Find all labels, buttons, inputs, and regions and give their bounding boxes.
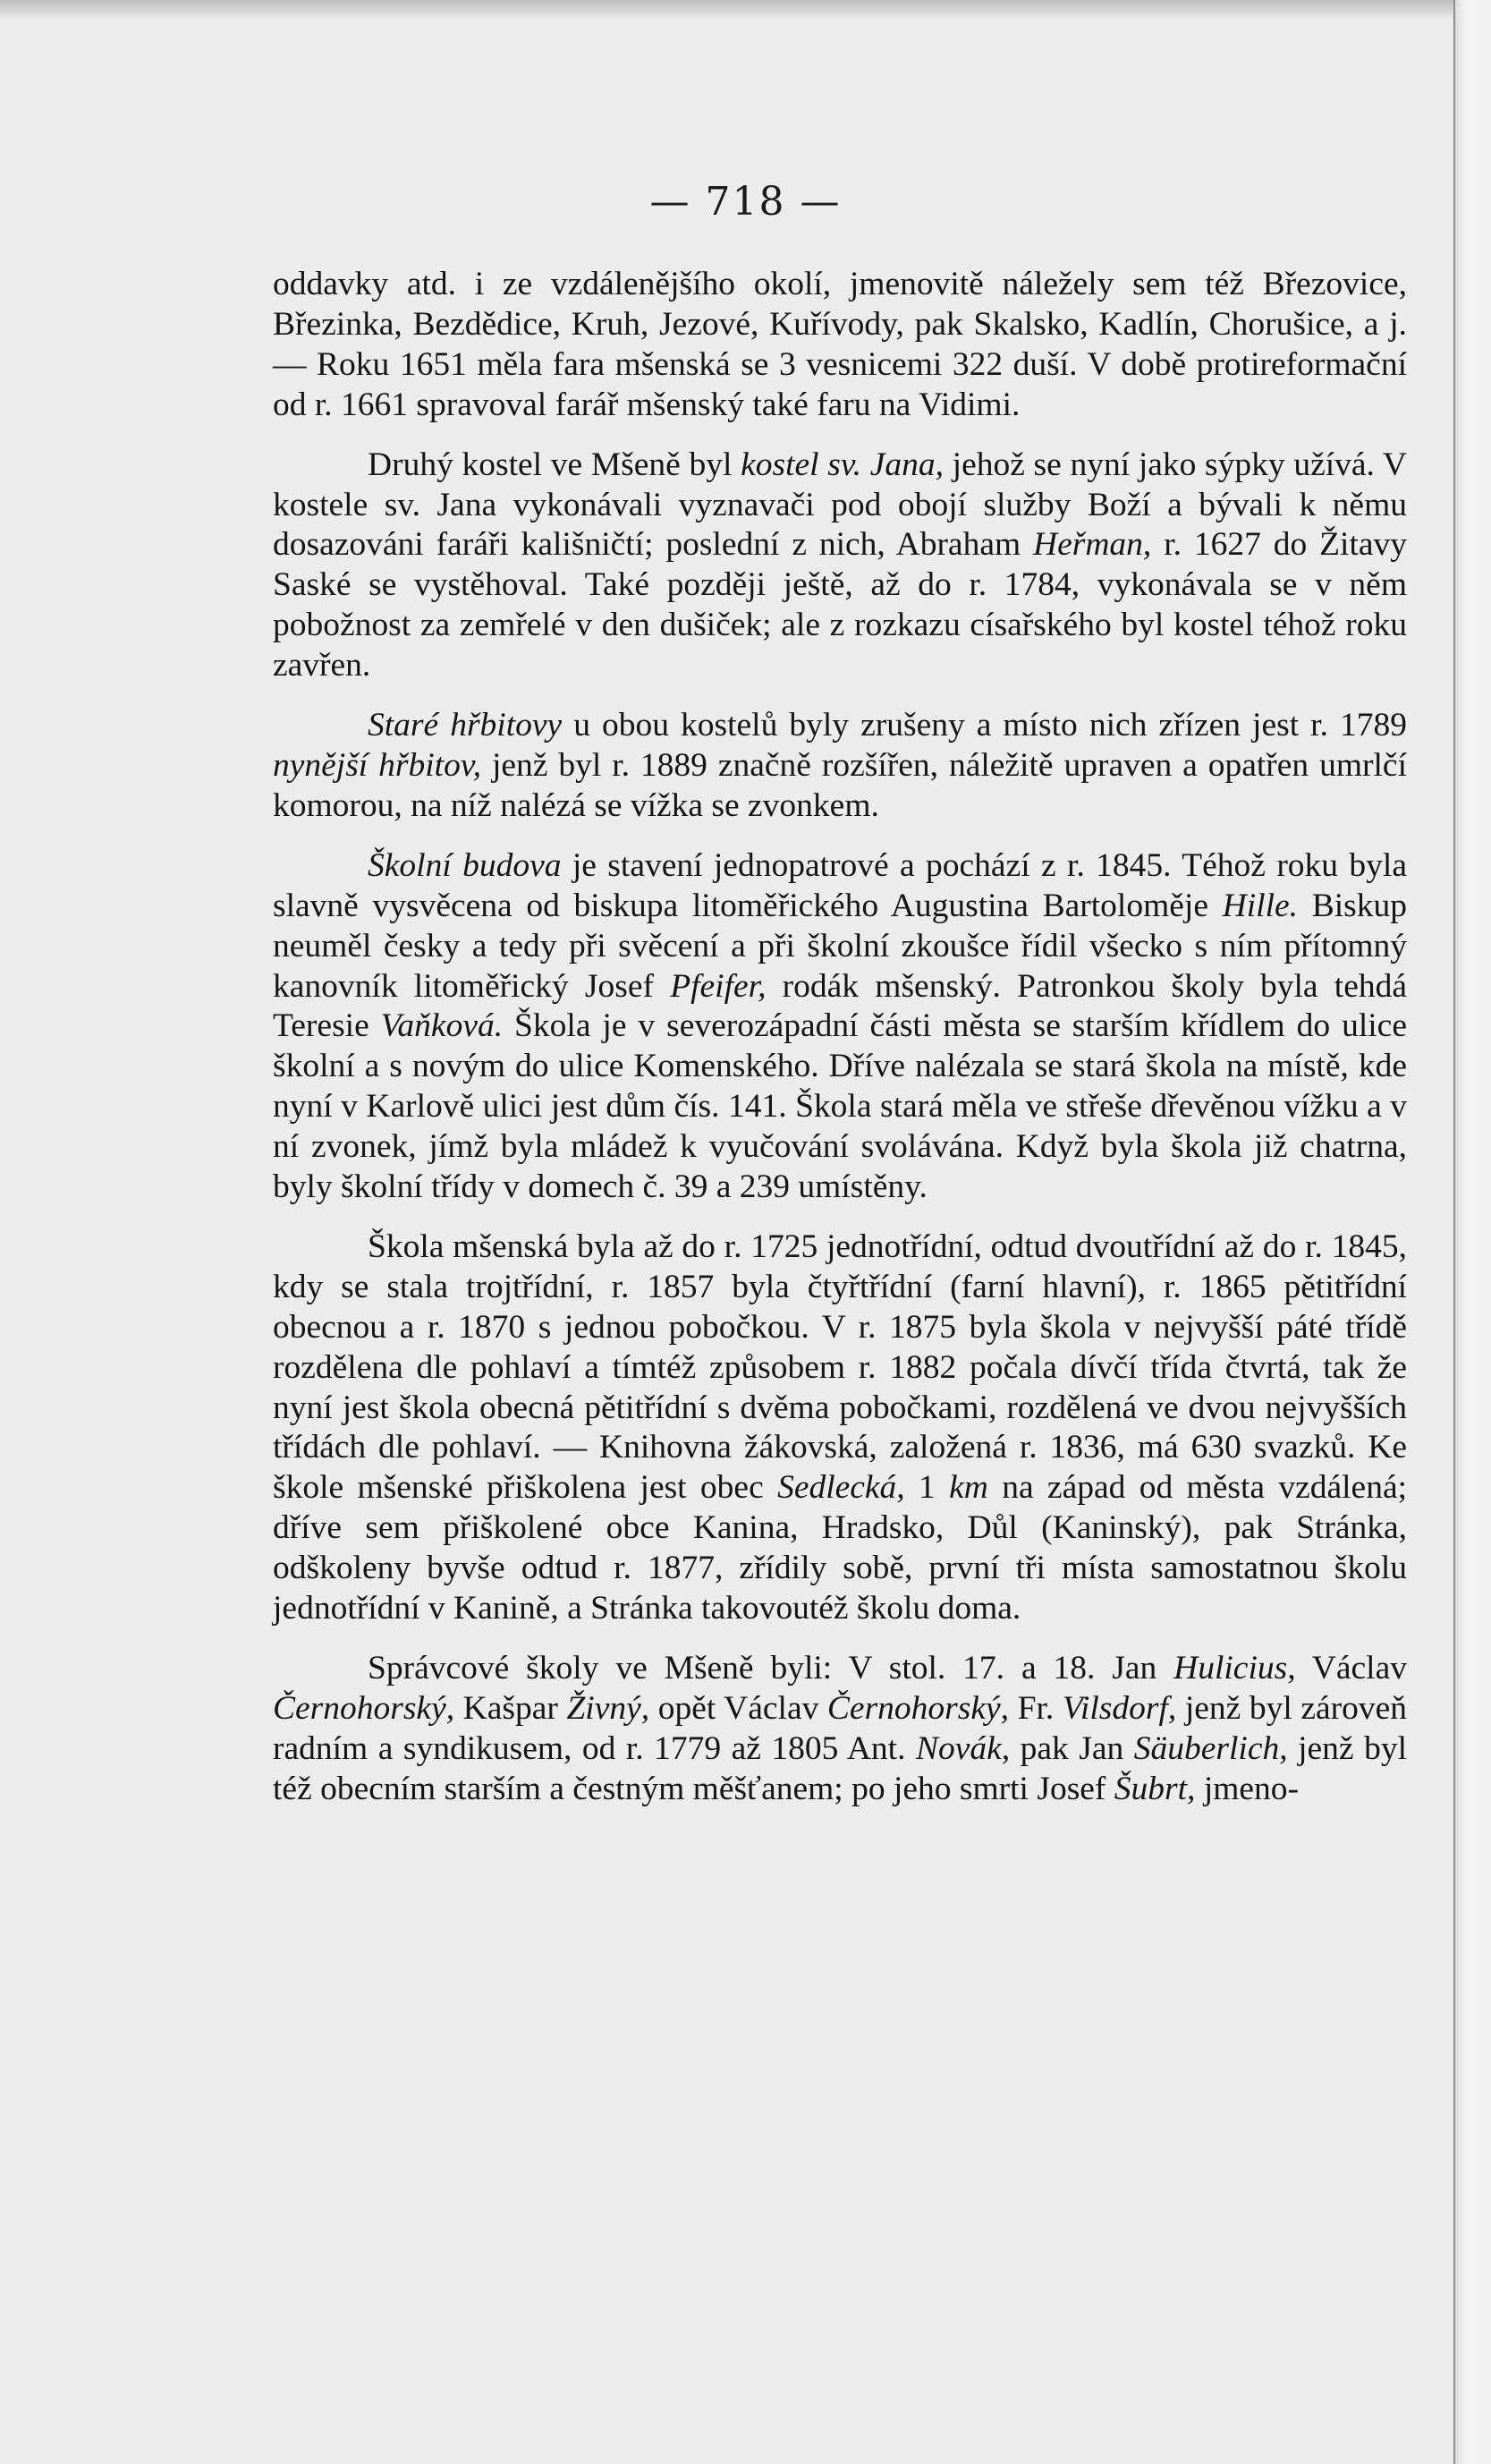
emphasized-text: Novák, (915, 1729, 1011, 1767)
body-text (273, 265, 1407, 1830)
text-run: jenž byl zároveň radním a syndikusem, od r. 1779 až 1805 Ant. (273, 1689, 1408, 1767)
text-run: Václav (1295, 1650, 1407, 1687)
emphasized-text: Heřman, (1033, 526, 1152, 564)
emphasized-text: Černohorský, (273, 1689, 455, 1727)
text-run: jenž byl r. 1889 značně rozšířen, náležitě upraven a opatřen umrlčí komorou, na níž nalézá se vížka se zvonkem. (273, 746, 1407, 824)
text-run: pak Jan (1010, 1729, 1134, 1767)
emphasized-text: Vilsdorf, (1062, 1689, 1177, 1727)
emphasized-text: Černohorský, (826, 1689, 1010, 1727)
text-run: rodák mšenský. Patronkou školy byla tehdá Teresie (273, 967, 1407, 1045)
text-run: 1 (904, 1469, 950, 1507)
page-top-shadow (0, 0, 1491, 20)
emphasized-text: km (949, 1469, 988, 1507)
emphasized-text: Hille. (1222, 887, 1299, 924)
emphasized-text: Staré hřbitovy (368, 707, 563, 744)
text-run: na západ od města vzdálená; dříve sem přiškolené obce Kanina, Hradsko, Důl (Kaninský), pak Stránka, odškoleny byvše odtud r. 1877, zřídily sobě, první tři místa samostatnou školu jednotřídní v Kanině, a Stránka takovoutéž školu doma. (273, 1469, 1408, 1627)
text-run: jehož se nyní jako sýpky užívá. V kostele sv. Jana vykonávali vyznavači pod obojí služby Boží a bývali k němu dosazováni faráři kališničtí; poslední z nich, Abraham (273, 446, 1407, 564)
page-number: — 718 — (649, 179, 842, 225)
text-run: Druhý kostel ve Mšeně byl (368, 446, 741, 483)
text-run: je stavení jednopatrové a pochází z r. 1845. Téhož roku byla slavně vysvěcena od biskupa litoměřického Augustina Bartoloměje (273, 846, 1407, 924)
emphasized-text: Živný, (566, 1689, 650, 1727)
text-run: Biskup neuměl česky a tedy při svěcení a při školní zkoušce řídil všecko s ním přítomný kanovník litoměřický Josef (273, 887, 1407, 1005)
text-run: Škola je v severozápadní části města se starším křídlem do ulice školní a s novým do ulice Komenského. Dříve nalézala se stará škola na místě, kde nyní v Karlově ulici jest dům čís. 141. Škola stará měla ve střeše dřevěnou vížku a v ní zvonek, jímž byla mládež k vyučování svolávána. Když byla škola již chatrna, byly školní třídy v domech č. 39 a 239 umístěny. (273, 1007, 1407, 1206)
emphasized-text: Säuberlich, (1133, 1729, 1288, 1767)
text-run: jenž byl též obecním starším a čestným měšťanem; po jeho smrti Josef (273, 1729, 1407, 1807)
text-run: Škola mšenská byla až do r. 1725 jednotřídní, odtud dvoutřídní až do r. 1845, kdy se stala trojtřídní, r. 1857 byla čtyřtřídní (farní hlavní), r. 1865 pětitřídní obecnou a r. 1870 s jednou pobočkou. V r. 1875 byla škola v nejvyšší páté třídě rozdělena dle pohlaví a tímtéž způsobem r. 1882 počala dívčí třída čtvrtá, tak že nyní jest škola obecná pětitřídní s dvěma pobočkami, rozdělená ve dvou nejvyšších třídách dle pohlaví. — Knihovna žákovská, založená r. 1836, má 630 svazků. Ke škole mšenské přiškolena jest obec (273, 1228, 1407, 1507)
text-run: Správcové školy ve Mšeně byli: V stol. 17. a 18. Jan (368, 1650, 1174, 1687)
text-run: u obou kostelů byly zrušeny a místo nich zřízen jest r. 1789 (562, 707, 1407, 744)
emphasized-text: kostel sv. Jana, (741, 446, 944, 483)
emphasized-text: Šubrt, (1114, 1770, 1196, 1807)
emphasized-text: Sedlecká, (777, 1469, 905, 1507)
text-run: Kašpar (454, 1689, 567, 1727)
paragraph (273, 846, 1407, 1208)
emphasized-text: Pfeifer, (670, 967, 767, 1005)
paragraph (273, 1649, 1407, 1810)
paragraph (273, 446, 1407, 686)
text-run: Fr. (1009, 1689, 1063, 1727)
emphasized-text: Vaňková. (380, 1007, 504, 1045)
text-run: jmeno- (1195, 1770, 1300, 1807)
paragraph (273, 706, 1407, 827)
emphasized-text: nynější hřbitov, (273, 746, 482, 784)
page-right-edge (1453, 0, 1491, 2464)
paragraph (273, 1228, 1407, 1629)
emphasized-text: Školní budova (368, 846, 562, 884)
emphasized-text: Hulicius, (1173, 1650, 1296, 1687)
text-run: r. 1627 do Žitavy Saské se vystěhoval. Také později ještě, až do r. 1784, vykonávala se v něm pobožnost za zemřelé v den dušiček; ale z rozkazu císařského byl kostel téhož roku zavřen. (273, 526, 1408, 684)
text-run: opět Václav (649, 1689, 827, 1727)
paragraph (273, 265, 1407, 426)
text-run: oddavky atd. i ze vzdálenějšího okolí, jmenovitě náležely sem též Březovice, Březinka, Bezdědice, Kruh, Jezové, Kuřívody, pak Skalsko, Kadlín, Chorušice, a j. — Roku 1651 měla fara mšenská se 3 vesnicemi 322 duší. V době protireformační od r. 1661 spravoval farář mšenský také faru na Vidimi. (273, 266, 1407, 423)
